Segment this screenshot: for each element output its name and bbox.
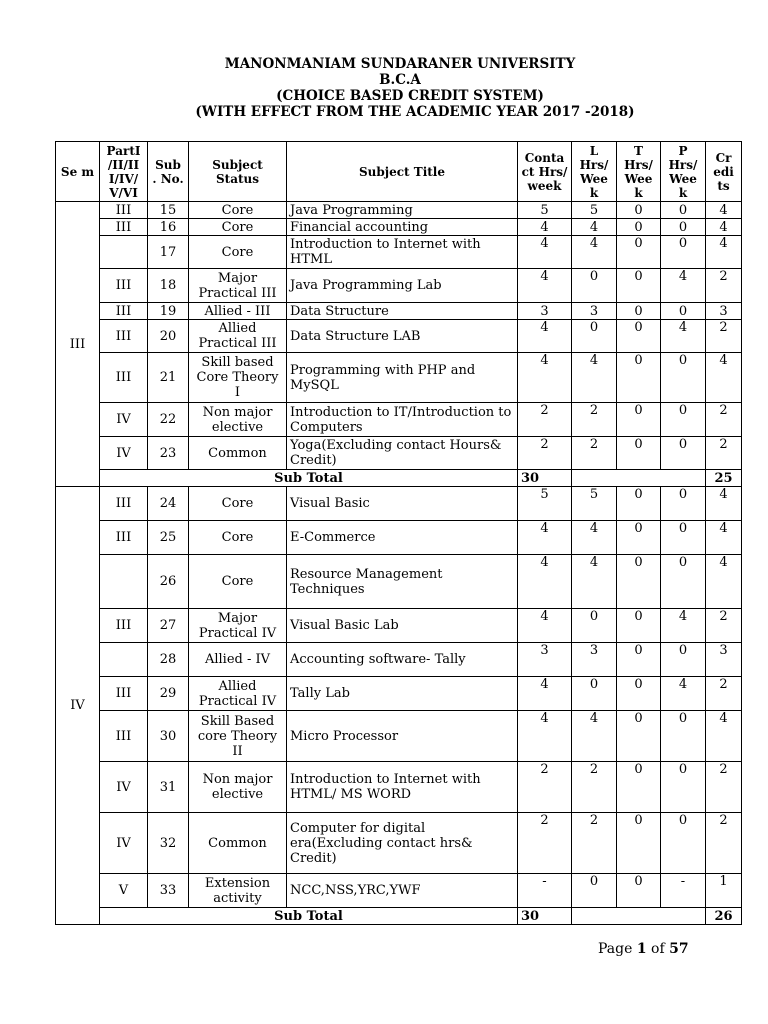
- cell-t: 0: [617, 711, 661, 762]
- cell-status: Core: [189, 202, 287, 219]
- cell-t: 0: [617, 403, 661, 437]
- cell-part: III: [100, 219, 148, 236]
- cell-sub: 22: [148, 403, 189, 437]
- table-row: [56, 762, 742, 813]
- cell-contact: 5: [518, 487, 572, 521]
- cell-l: 0: [572, 609, 617, 643]
- cell-part: [100, 236, 148, 269]
- cell-sub: 18: [148, 269, 189, 303]
- cell-t: 0: [617, 219, 661, 236]
- subtotal-label: Sub Total: [100, 908, 518, 925]
- cell-p: -: [661, 874, 706, 908]
- cell-title: Programming with PHP and MySQL: [287, 353, 518, 403]
- cell-contact: 2: [518, 437, 572, 470]
- cell-title: Visual Basic: [287, 487, 518, 521]
- cell-sub: 24: [148, 487, 189, 521]
- cell-credits: 4: [706, 236, 742, 269]
- cell-l: 0: [572, 320, 617, 353]
- cell-status: Allied Practical IV: [189, 677, 287, 711]
- cell-credits: 4: [706, 353, 742, 403]
- cell-t: 0: [617, 813, 661, 874]
- cell-title: Resource Management Techniques: [287, 555, 518, 609]
- table-row: [56, 555, 742, 609]
- cell-contact: 4: [518, 219, 572, 236]
- cell-t: 0: [617, 487, 661, 521]
- cell-status: Core: [189, 555, 287, 609]
- page-of: of: [651, 941, 665, 957]
- cell-credits: 2: [706, 403, 742, 437]
- cell-sub: 31: [148, 762, 189, 813]
- cell-title: Data Structure LAB: [287, 320, 518, 353]
- cell-status: Allied - III: [189, 303, 287, 320]
- subtotal-contact: 30: [518, 908, 572, 925]
- col-credits: Cr edi ts: [706, 142, 742, 202]
- subtotal-credits: 25: [706, 470, 742, 487]
- cell-credits: 2: [706, 813, 742, 874]
- cell-contact: 2: [518, 813, 572, 874]
- cell-sub: 28: [148, 643, 189, 677]
- document-header: [0, 56, 768, 120]
- cell-t: 0: [617, 303, 661, 320]
- header-row: [56, 142, 742, 202]
- cell-l: 2: [572, 403, 617, 437]
- cell-t: 0: [617, 874, 661, 908]
- cell-l: 4: [572, 521, 617, 555]
- cell-sub: 19: [148, 303, 189, 320]
- cell-t: 0: [617, 609, 661, 643]
- col-p: P Hrs/ Wee k: [661, 142, 706, 202]
- cell-title: Tally Lab: [287, 677, 518, 711]
- table-row: [56, 219, 742, 236]
- cell-credits: 4: [706, 711, 742, 762]
- table-row: [56, 521, 742, 555]
- page-total: 57: [669, 941, 689, 957]
- cell-title: Java Programming Lab: [287, 269, 518, 303]
- cell-t: 0: [617, 353, 661, 403]
- subtotal-label: Sub Total: [100, 470, 518, 487]
- table-row: [56, 643, 742, 677]
- cell-t: 0: [617, 762, 661, 813]
- table-row: [56, 303, 742, 320]
- cell-contact: 4: [518, 677, 572, 711]
- cell-part: V: [100, 874, 148, 908]
- cell-credits: 2: [706, 677, 742, 711]
- cell-title: Financial accounting: [287, 219, 518, 236]
- cell-part: III: [100, 353, 148, 403]
- subtotal-contact: 30: [518, 470, 572, 487]
- cell-contact: 4: [518, 320, 572, 353]
- cell-part: IV: [100, 403, 148, 437]
- table-row: [56, 711, 742, 762]
- cell-p: 0: [661, 236, 706, 269]
- table-row: [56, 437, 742, 470]
- cell-sub: 17: [148, 236, 189, 269]
- semester-cell: IV: [56, 487, 100, 925]
- table-row: [56, 403, 742, 437]
- cell-p: 0: [661, 555, 706, 609]
- cell-p: 0: [661, 813, 706, 874]
- cell-p: 4: [661, 269, 706, 303]
- cell-status: Core: [189, 236, 287, 269]
- col-l: L Hrs/ Wee k: [572, 142, 617, 202]
- table-row: [56, 677, 742, 711]
- cell-contact: 4: [518, 521, 572, 555]
- cell-p: 4: [661, 677, 706, 711]
- col-sem: Se m: [56, 142, 100, 202]
- cell-part: III: [100, 303, 148, 320]
- cell-l: 4: [572, 219, 617, 236]
- cell-contact: 4: [518, 609, 572, 643]
- cell-l: 2: [572, 762, 617, 813]
- cell-t: 0: [617, 269, 661, 303]
- table-row: [56, 874, 742, 908]
- cell-credits: 4: [706, 202, 742, 219]
- page-current: 1: [636, 941, 647, 957]
- cell-part: [100, 555, 148, 609]
- cell-status: Skill Based core Theory II: [189, 711, 287, 762]
- table-row: [56, 236, 742, 269]
- cell-part: III: [100, 202, 148, 219]
- cell-credits: 4: [706, 487, 742, 521]
- table-row: [56, 353, 742, 403]
- cell-credits: 4: [706, 521, 742, 555]
- cell-title: Visual Basic Lab: [287, 609, 518, 643]
- subtotal-row: [56, 470, 742, 487]
- cell-credits: 2: [706, 609, 742, 643]
- cell-title: Yoga(Excluding contact Hours& Credit): [287, 437, 518, 470]
- cell-p: 0: [661, 521, 706, 555]
- table-row: [56, 609, 742, 643]
- cell-l: 4: [572, 236, 617, 269]
- cell-p: 0: [661, 762, 706, 813]
- cell-status: Core: [189, 219, 287, 236]
- cell-credits: 2: [706, 762, 742, 813]
- page-word: Page: [598, 941, 633, 957]
- cell-t: 0: [617, 643, 661, 677]
- table-row: [56, 320, 742, 353]
- cell-part: III: [100, 320, 148, 353]
- cell-status: Major Practical III: [189, 269, 287, 303]
- cell-contact: 2: [518, 403, 572, 437]
- col-part: PartI /II/II I/IV/ V/VI: [100, 142, 148, 202]
- cell-part: IV: [100, 437, 148, 470]
- cell-p: 0: [661, 353, 706, 403]
- cell-l: 5: [572, 202, 617, 219]
- cell-p: 0: [661, 202, 706, 219]
- col-sub-no: Sub . No.: [148, 142, 189, 202]
- cell-t: 0: [617, 555, 661, 609]
- cell-l: 2: [572, 437, 617, 470]
- cell-p: 0: [661, 303, 706, 320]
- table-row: [56, 487, 742, 521]
- cell-sub: 30: [148, 711, 189, 762]
- cell-contact: 4: [518, 269, 572, 303]
- cell-title: Accounting software- Tally: [287, 643, 518, 677]
- cell-l: 4: [572, 353, 617, 403]
- cell-credits: 4: [706, 555, 742, 609]
- cell-status: Non major elective: [189, 403, 287, 437]
- cell-status: Non major elective: [189, 762, 287, 813]
- cell-p: 0: [661, 487, 706, 521]
- subtotal-blank: [572, 908, 706, 925]
- subtotal-blank: [572, 470, 706, 487]
- cell-t: 0: [617, 521, 661, 555]
- cell-title: Introduction to Internet with HTML: [287, 236, 518, 269]
- cell-title: Computer for digital era(Excluding contact hrs& Credit): [287, 813, 518, 874]
- semester-cell: III: [56, 202, 100, 487]
- cell-status: Common: [189, 813, 287, 874]
- cell-status: Core: [189, 487, 287, 521]
- cell-sub: 26: [148, 555, 189, 609]
- cell-status: Common: [189, 437, 287, 470]
- cell-part: III: [100, 487, 148, 521]
- cell-p: 4: [661, 609, 706, 643]
- cell-part: III: [100, 269, 148, 303]
- cell-contact: 5: [518, 202, 572, 219]
- cell-sub: 20: [148, 320, 189, 353]
- cell-part: III: [100, 677, 148, 711]
- cell-credits: 4: [706, 219, 742, 236]
- cell-sub: 27: [148, 609, 189, 643]
- cell-title: E-Commerce: [287, 521, 518, 555]
- cell-status: Core: [189, 521, 287, 555]
- cell-sub: 25: [148, 521, 189, 555]
- cell-contact: 4: [518, 353, 572, 403]
- col-title: Subject Title: [287, 142, 518, 202]
- cell-t: 0: [617, 236, 661, 269]
- cell-title: Data Structure: [287, 303, 518, 320]
- cell-sub: 33: [148, 874, 189, 908]
- cell-credits: 2: [706, 437, 742, 470]
- academic-year: (WITH EFFECT FROM THE ACADEMIC YEAR 2017 -2018): [195, 104, 635, 120]
- col-t: T Hrs/ Wee k: [617, 142, 661, 202]
- cell-l: 3: [572, 303, 617, 320]
- cell-title: Java Programming: [287, 202, 518, 219]
- cell-l: 0: [572, 874, 617, 908]
- cell-t: 0: [617, 202, 661, 219]
- cell-t: 0: [617, 320, 661, 353]
- cell-title: NCC,NSS,YRC,YWF: [287, 874, 518, 908]
- cell-l: 2: [572, 813, 617, 874]
- cell-l: 4: [572, 711, 617, 762]
- cell-t: 0: [617, 437, 661, 470]
- cell-contact: 4: [518, 555, 572, 609]
- cell-status: Major Practical IV: [189, 609, 287, 643]
- table-row: [56, 202, 742, 219]
- cell-credits: 3: [706, 643, 742, 677]
- page-number: [598, 941, 689, 957]
- cell-contact: 3: [518, 643, 572, 677]
- cell-title: Introduction to Internet with HTML/ MS WORD: [287, 762, 518, 813]
- cell-contact: 4: [518, 711, 572, 762]
- cell-sub: 21: [148, 353, 189, 403]
- cell-sub: 23: [148, 437, 189, 470]
- cell-sub: 29: [148, 677, 189, 711]
- cell-part: [100, 643, 148, 677]
- cell-sub: 16: [148, 219, 189, 236]
- cell-credits: 2: [706, 320, 742, 353]
- cell-sub: 32: [148, 813, 189, 874]
- cell-status: Extension activity: [189, 874, 287, 908]
- cell-status: Allied - IV: [189, 643, 287, 677]
- cell-p: 0: [661, 711, 706, 762]
- cell-part: IV: [100, 813, 148, 874]
- cell-p: 0: [661, 403, 706, 437]
- cell-part: IV: [100, 762, 148, 813]
- col-contact: Conta ct Hrs/ week: [518, 142, 572, 202]
- col-status: Subject Status: [189, 142, 287, 202]
- table-row: [56, 813, 742, 874]
- cell-status: Skill based Core Theory I: [189, 353, 287, 403]
- cell-status: Allied Practical III: [189, 320, 287, 353]
- cell-l: 3: [572, 643, 617, 677]
- credit-system: (CHOICE BASED CREDIT SYSTEM): [276, 88, 544, 104]
- subtotal-credits: 26: [706, 908, 742, 925]
- cell-l: 0: [572, 677, 617, 711]
- cell-contact: 4: [518, 236, 572, 269]
- cell-p: 0: [661, 219, 706, 236]
- subtotal-row: [56, 908, 742, 925]
- cell-contact: 2: [518, 762, 572, 813]
- cell-part: III: [100, 609, 148, 643]
- cell-p: 4: [661, 320, 706, 353]
- cell-p: 0: [661, 437, 706, 470]
- cell-part: III: [100, 711, 148, 762]
- table-row: [56, 269, 742, 303]
- cell-sub: 15: [148, 202, 189, 219]
- university-name: MANONMANIAM SUNDARANER UNIVERSITY: [224, 56, 576, 72]
- cell-l: 0: [572, 269, 617, 303]
- cell-credits: 2: [706, 269, 742, 303]
- cell-title: Micro Processor: [287, 711, 518, 762]
- cell-part: III: [100, 521, 148, 555]
- program-name: B.C.A: [379, 72, 421, 88]
- cell-t: 0: [617, 677, 661, 711]
- cell-contact: -: [518, 874, 572, 908]
- cell-title: Introduction to IT/Introduction to Computers: [287, 403, 518, 437]
- course-table: [55, 141, 742, 925]
- cell-l: 4: [572, 555, 617, 609]
- cell-credits: 1: [706, 874, 742, 908]
- cell-credits: 3: [706, 303, 742, 320]
- cell-p: 0: [661, 643, 706, 677]
- cell-contact: 3: [518, 303, 572, 320]
- cell-l: 5: [572, 487, 617, 521]
